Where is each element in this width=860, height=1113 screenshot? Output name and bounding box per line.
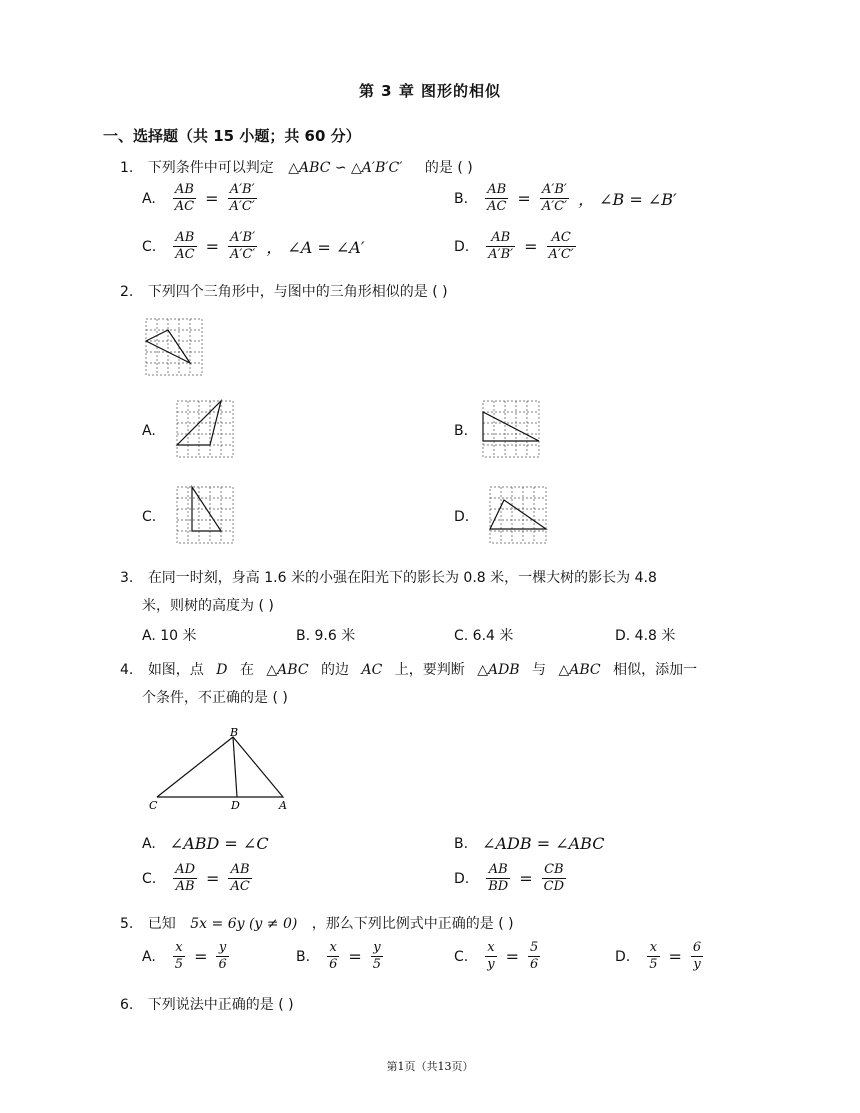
fraction: $\frac{x}{y}$: [487, 940, 495, 972]
q5-option-c[interactable]: C. $\frac{x}{y}$ = $\frac{5}{6}$: [454, 940, 539, 972]
q2-option-a-figure[interactable]: [176, 400, 234, 458]
triangle: [192, 487, 221, 531]
fraction: $\frac{AB}{A'B'}$: [488, 230, 514, 262]
fraction: $\frac{AB}{BD}$: [488, 862, 509, 894]
triangle: [483, 412, 539, 441]
q2-option-d-figure[interactable]: [489, 486, 547, 544]
fraction: $\frac{A'B'}{A'C'}$: [541, 182, 568, 214]
label-b: B: [230, 726, 239, 739]
fraction: $\frac{A'B'}{A'C'}$: [229, 230, 256, 262]
q4-line-2: 个条件，不正确的是 ( ): [142, 690, 288, 706]
segment-bd: [233, 737, 237, 797]
question-5: 5. 已知 5x = 6y (y ≠ 0) ，那么下列比例式中正确的是 ( ): [120, 916, 514, 932]
q4-option-b[interactable]: B. ∠ADB = ∠ABC: [454, 834, 605, 853]
q2-option-c-label[interactable]: C.: [142, 509, 157, 525]
q1-option-a[interactable]: A. $\frac{AB}{AC}$ = $\frac{A'B'}{A'C'}$: [142, 182, 255, 214]
question-3: 3. 在同一时刻，身高 1.6 米的小强在阳光下的影长为 0.8 米，一棵大树的影长为 4.8: [120, 570, 657, 586]
q2-option-d-label[interactable]: D.: [454, 509, 470, 525]
question-4: 4. 如图，点 D 在 △ABC 的边 AC 上，要判断 △ADB 与 △ABC 相似，添加一: [120, 662, 698, 678]
q2-option-c-figure[interactable]: [176, 486, 234, 544]
q1-text-b: 的是 ( ): [424, 160, 473, 176]
fraction: $\frac{AB}{AC}$: [230, 862, 250, 894]
q1-option-c[interactable]: C. $\frac{AB}{AC}$ = $\frac{A'B'}{A'C'}$ ， ∠A = ∠A′: [142, 230, 365, 262]
fraction: $\frac{y}{5}$: [372, 940, 382, 972]
page-footer: 第1页（共13页）: [386, 1060, 474, 1073]
fraction: $\frac{AB}{AC}$: [175, 230, 195, 262]
triangle: [146, 330, 190, 363]
q3-line-2: 米，则树的高度为 ( ): [142, 598, 274, 614]
fraction: $\frac{AB}{AC}$: [174, 182, 195, 214]
fraction: $\frac{CB}{CD}$: [543, 862, 564, 894]
label-a: A: [279, 799, 287, 812]
q1-number: 1.: [120, 160, 134, 176]
q1-text-a: 下列条件中可以判定: [147, 160, 274, 176]
fraction: $\frac{x}{5}$: [649, 940, 658, 972]
section-heading: 一、选择题（共 15 小题；共 60 分）: [103, 127, 361, 145]
q2-reference-figure: [145, 318, 203, 376]
fraction: $\frac{AB}{AC}$: [487, 182, 507, 214]
triangle: [490, 500, 546, 529]
q2-option-b-label[interactable]: B.: [454, 423, 469, 439]
q4-option-c[interactable]: C. $\frac{AD}{AB}$ = $\frac{AB}{AC}$: [142, 862, 250, 894]
question-2: 2. 下列四个三角形中，与图中的三角形相似的是 ( ): [120, 284, 448, 300]
q5-option-d[interactable]: D. $\frac{x}{5}$ = $\frac{6}{y}$: [615, 940, 702, 972]
q1-option-b[interactable]: B. $\frac{AB}{AC}$ = $\frac{A'B'}{A'C'}$ ， ∠B = ∠B′: [454, 182, 677, 214]
label-d: D: [231, 799, 240, 812]
fraction: $\frac{A'B'}{A'C'}$: [229, 182, 255, 214]
triangle-abc: [157, 737, 283, 797]
q4-option-d[interactable]: D. $\frac{AB}{BD}$ = $\frac{CB}{CD}$: [454, 862, 564, 894]
q1-expression: △ABC ∽ △A′B′C′: [288, 160, 403, 176]
q2-option-b-figure[interactable]: [482, 400, 540, 458]
q3-option-a[interactable]: A. 10 米: [142, 628, 197, 644]
fraction: $\frac{AC}{A'C'}$: [548, 230, 574, 262]
fraction: $\frac{x}{6}$: [329, 940, 338, 972]
fraction: $\frac{x}{5}$: [174, 940, 184, 972]
q4-triangle-figure: [145, 724, 295, 814]
q1-option-d[interactable]: D. $\frac{AB}{A'B'}$ = $\frac{AC}{A'C'}$: [454, 230, 574, 262]
fraction: $\frac{y}{6}$: [218, 940, 227, 972]
q2-option-a-label[interactable]: A.: [142, 423, 156, 439]
q3-option-d[interactable]: D. 4.8 米: [615, 628, 676, 644]
label-c: C: [149, 799, 158, 812]
fraction: $\frac{6}{y}$: [692, 940, 702, 972]
grid: [146, 319, 202, 375]
q5-option-a[interactable]: A. $\frac{x}{5}$ = $\frac{y}{6}$: [142, 940, 227, 972]
question-6: 6. 下列说法中正确的是 ( ): [120, 997, 294, 1013]
question-1: [120, 158, 473, 178]
q3-option-b[interactable]: B. 9.6 米: [296, 628, 356, 644]
q5-option-b[interactable]: B. $\frac{x}{6}$ = $\frac{y}{5}$: [296, 940, 382, 972]
fraction: $\frac{AD}{AB}$: [175, 862, 196, 894]
q4-option-a[interactable]: A. ∠ABD = ∠C: [142, 834, 269, 853]
fraction: $\frac{5}{6}$: [530, 940, 539, 972]
page-title: 第 3 章 图形的相似: [358, 82, 502, 100]
q3-option-c[interactable]: C. 6.4 米: [454, 628, 514, 644]
